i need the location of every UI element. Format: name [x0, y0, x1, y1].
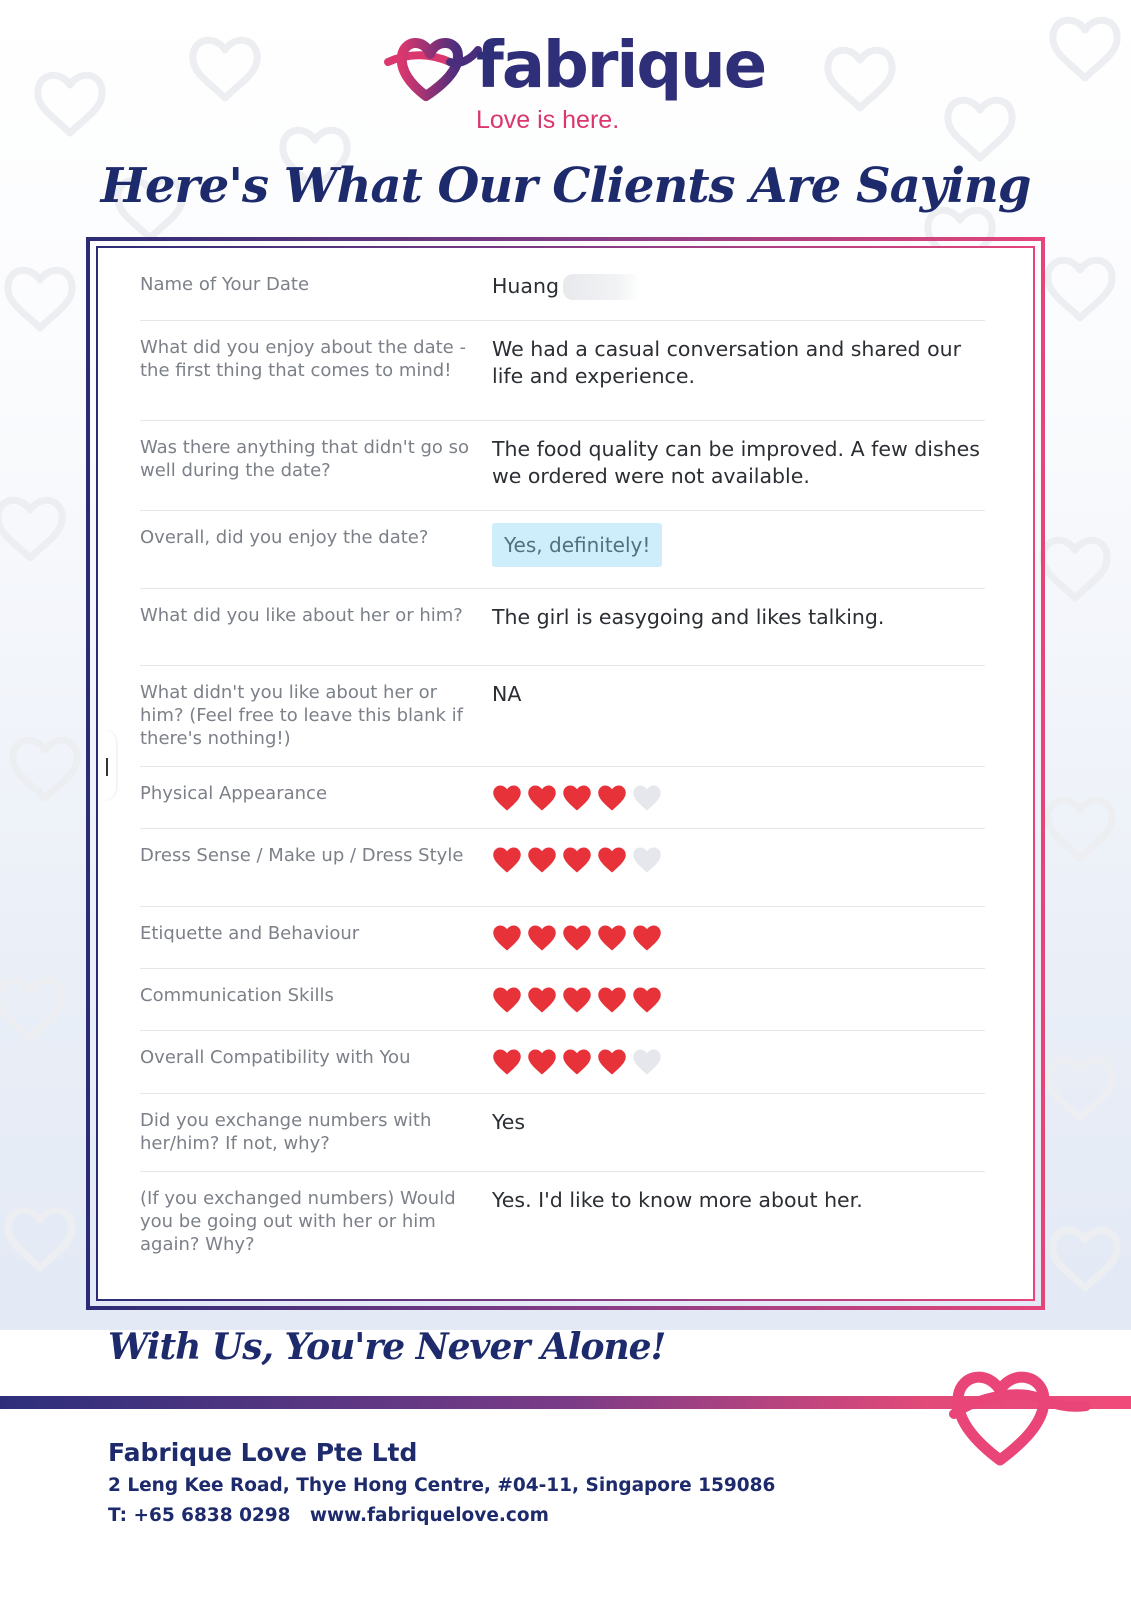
heart-filled-icon [562, 846, 592, 874]
company-name: Fabrique Love Pte Ltd [108, 1438, 418, 1467]
question-label: What did you like about her or him? [140, 605, 463, 626]
heart-filled-icon [632, 986, 662, 1014]
heart-rating [492, 907, 985, 968]
heart-filled-icon [562, 1048, 592, 1076]
form-row [140, 906, 985, 968]
form-row [140, 665, 985, 766]
heart-filled-icon [597, 986, 627, 1014]
question-label: Name of Your Date [140, 274, 310, 295]
answer-text: The girl is easygoing and likes talking. [492, 605, 885, 629]
question-label: Overall Compatibility with You [140, 1047, 411, 1068]
form-row [140, 766, 985, 828]
heart-filled-icon [527, 986, 557, 1014]
heart-knot-icon [940, 1348, 1090, 1473]
heart-empty-icon [632, 1048, 662, 1076]
heart-filled-icon [597, 924, 627, 952]
form-row [140, 420, 985, 510]
answer-text: NA [492, 682, 522, 706]
answer-text: Yes [492, 1110, 526, 1134]
company-address: 2 Leng Kee Road, Thye Hong Centre, #04-11, Singapore 159086 [108, 1475, 776, 1496]
heart-filled-icon [597, 846, 627, 874]
answer-cell [492, 511, 985, 588]
date-name-text: Huang [492, 274, 559, 298]
heart-rating [492, 1031, 985, 1093]
question-label: What didn't you like about her or him? (Feel free to leave this blank if there's nothing!) [140, 682, 463, 749]
question-label: Was there anything that didn't go so well during the date? [140, 437, 470, 481]
form-row [140, 1093, 985, 1171]
logo [380, 28, 766, 138]
phone-number: T: +65 6838 0298 [108, 1505, 291, 1526]
cursor-mark [106, 758, 108, 776]
answer-cell [492, 258, 985, 320]
heart-filled-icon [527, 924, 557, 952]
page-headline: Here's What Our Clients Are Saying [100, 158, 1031, 214]
heart-rating [492, 767, 985, 828]
heart-filled-icon [527, 846, 557, 874]
feedback-form [140, 258, 985, 1271]
question-label: What did you enjoy about the date - the first thing that comes to mind! [140, 337, 466, 381]
heart-empty-icon [632, 784, 662, 812]
form-row [140, 828, 985, 906]
question-label: Etiquette and Behaviour [140, 923, 360, 944]
heart-filled-icon [527, 784, 557, 812]
scroll-edge-handle [102, 730, 116, 800]
contact-line [108, 1505, 549, 1526]
heart-empty-icon [632, 846, 662, 874]
heart-filled-icon [492, 986, 522, 1014]
form-row [140, 968, 985, 1030]
form-row [140, 1030, 985, 1093]
heart-filled-icon [492, 924, 522, 952]
heart-filled-icon [597, 1048, 627, 1076]
form-row [140, 320, 985, 420]
question-label: Communication Skills [140, 985, 334, 1006]
heart-filled-icon [527, 1048, 557, 1076]
question-label: Physical Appearance [140, 783, 328, 804]
heart-filled-icon [492, 846, 522, 874]
redaction-blur [563, 274, 641, 300]
brand-tagline: Love is here. [476, 106, 620, 134]
question-label: Dress Sense / Make up / Dress Style [140, 845, 464, 866]
heart-filled-icon [492, 784, 522, 812]
heart-filled-icon [562, 784, 592, 812]
heart-filled-icon [492, 1048, 522, 1076]
question-label: (If you exchanged numbers) Would you be going out with her or him again? Why? [140, 1188, 456, 1255]
heart-filled-icon [562, 986, 592, 1014]
answer-choice-badge: Yes, definitely! [492, 523, 662, 567]
answer-text: We had a casual conversation and shared our life and experience. [492, 337, 962, 388]
answer-text: The food quality can be improved. A few dishes we ordered were not available. [492, 437, 980, 488]
brand-name: fabrique [476, 29, 766, 103]
form-row [140, 588, 985, 665]
footer-tagline: With Us, You're Never Alone! [108, 1326, 666, 1368]
form-row [140, 258, 985, 320]
heart-rating [492, 969, 985, 1030]
form-row [140, 510, 985, 588]
form-row [140, 1171, 985, 1271]
website-link[interactable]: www.fabriquelove.com [309, 1505, 549, 1526]
question-label: Overall, did you enjoy the date? [140, 527, 429, 548]
heart-filled-icon [632, 924, 662, 952]
answer-text: Yes. I'd like to know more about her. [492, 1188, 863, 1212]
heart-filled-icon [597, 784, 627, 812]
heart-rating [492, 829, 985, 906]
question-label: Did you exchange numbers with her/him? If not, why? [140, 1110, 432, 1154]
heart-filled-icon [562, 924, 592, 952]
